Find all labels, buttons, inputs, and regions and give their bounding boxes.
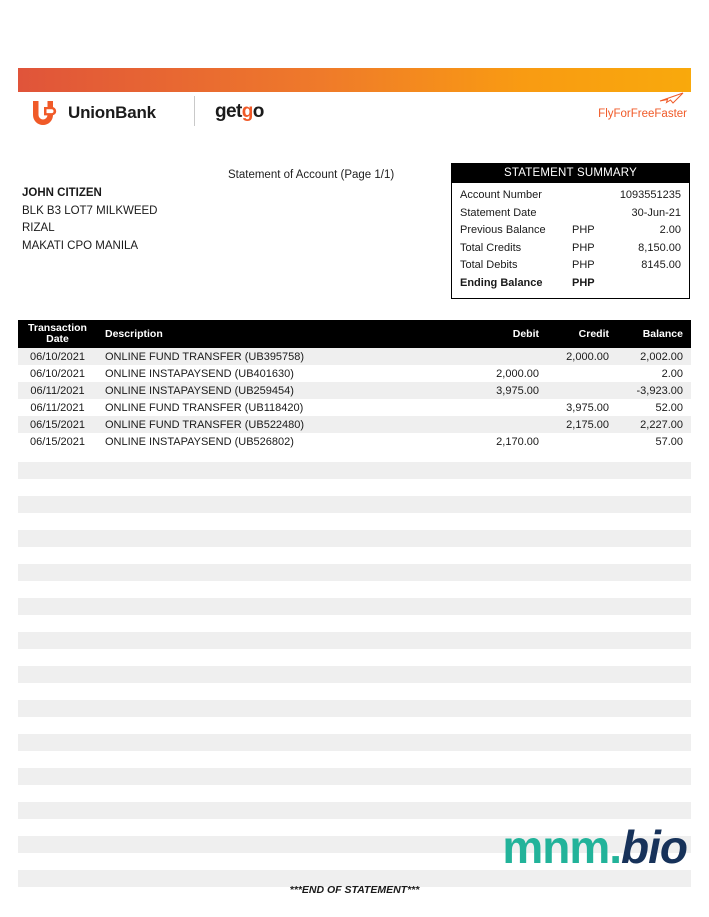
filler-row [18,751,691,768]
summary-label: Statement Date [460,206,537,219]
filler-row [18,547,691,564]
cell-debit [459,356,545,358]
cell-date: 06/10/2021 [29,367,86,380]
cell-balance: 2,002.00 [640,350,683,363]
summary-label: Account Number [460,189,542,201]
summary-label: Ending Balance [460,276,543,289]
filler-row [18,632,691,649]
table-row [18,416,691,433]
statement-summary-box [451,163,690,299]
filler-row [18,581,691,598]
cell-credit [545,373,615,375]
cell-date: 06/15/2021 [29,435,86,448]
watermark-part-1: mnm [502,821,610,873]
summary-currency: PHP [572,224,595,236]
column-header-balance: Balance [642,328,683,340]
cell-date: 06/10/2021 [29,350,86,363]
summary-row [460,205,681,223]
tagline: FlyForFreeFaster [598,108,687,120]
cell-balance: 52.00 [655,401,683,414]
summary-currency [572,187,618,205]
cell-debit [459,424,545,426]
account-holder-name: JOHN CITIZEN [22,187,102,199]
filler-row [18,768,691,785]
filler-row [18,462,691,479]
filler-row [18,615,691,632]
cell-debit: 3,975.00 [496,384,539,397]
end-of-statement-note: ***END OF STATEMENT*** [289,884,420,896]
cell-date: 06/11/2021 [30,384,85,397]
filler-row [18,666,691,683]
filler-row [18,802,691,819]
filler-row [18,513,691,530]
summary-value: 8145.00 [641,259,681,271]
table-row [18,365,691,382]
column-header-debit: Debit [512,328,539,340]
filler-row [18,717,691,734]
column-header-description: Description [105,328,163,340]
address-line-3: MAKATI CPO MANILA [22,239,139,252]
summary-value: 1093551235 [619,189,681,201]
filler-row [18,496,691,513]
summary-row [460,240,681,258]
summary-value: 8,150.00 [638,241,681,254]
cell-credit: 2,175.00 [566,418,609,431]
cell-description: ONLINE FUND TRANSFER (UB522480) [105,418,305,431]
cell-debit: 2,170.00 [496,435,539,448]
transactions-table [18,320,691,450]
summary-row [460,187,681,205]
summary-value [618,275,681,293]
unionbank-logo [30,98,156,128]
cell-date: 06/11/2021 [30,401,85,414]
summary-row-ending-balance [460,275,681,293]
table-row [18,382,691,399]
cell-credit [545,390,615,392]
column-header-date: Transaction Date [28,322,87,345]
cell-balance: 2.00 [661,367,683,380]
getgo-logo [215,101,264,123]
cell-debit [459,407,545,409]
summary-label: Previous Balance [460,224,546,236]
statement-of-account-line: Statement of Account (Page 1/1) [228,169,395,181]
filler-row [18,734,691,751]
address-line-1: BLK B3 LOT7 MILKWEED [22,204,158,217]
getgo-text-get: get [215,101,242,122]
summary-currency: PHP [572,276,595,289]
filler-row [18,479,691,496]
summary-currency: PHP [572,259,595,271]
summary-row [460,222,681,240]
table-row [18,399,691,416]
cell-credit: 2,000.00 [566,350,609,363]
table-row [18,433,691,450]
summary-label: Total Credits [460,241,522,254]
getgo-text-g: g [241,101,253,122]
filler-row [18,785,691,802]
column-header-credit: Credit [578,328,609,340]
cell-credit: 3,975.00 [566,401,609,414]
cell-description: ONLINE INSTAPAYSEND (UB526802) [105,435,294,448]
statement-summary-body [452,183,689,298]
table-header-row [18,320,691,348]
filler-row [18,649,691,666]
cell-description: ONLINE FUND TRANSFER (UB118420) [105,401,304,414]
cell-credit [545,441,615,443]
logo-divider [194,96,195,126]
unionbank-name: UnionBank [68,103,156,122]
unionbank-mark-icon [30,98,60,128]
summary-row [460,257,681,275]
statement-summary-title: STATEMENT SUMMARY [452,164,689,183]
cell-balance: 2,227.00 [640,418,683,431]
address-line-2: RIZAL [22,222,55,234]
cell-description: ONLINE INSTAPAYSEND (UB401630) [105,367,294,380]
cell-balance: 57.00 [655,435,683,448]
filler-row [18,598,691,615]
filler-row [18,564,691,581]
cell-description: ONLINE FUND TRANSFER (UB395758) [105,350,305,363]
filler-row [18,700,691,717]
cell-balance: -3,923.00 [636,384,683,397]
summary-currency: PHP [572,241,595,254]
account-holder-address [22,185,158,255]
watermark-part-2: bio [621,821,687,873]
summary-currency [572,205,618,223]
watermark-dot: . [609,821,622,873]
table-row [18,348,691,365]
summary-label: Total Debits [460,259,518,271]
summary-value: 30-Jun-21 [631,206,681,219]
getgo-text-o: o [252,101,264,122]
filler-row [18,530,691,547]
cell-date: 06/15/2021 [29,418,86,431]
filler-row [18,683,691,700]
header-gradient-band [18,68,691,92]
cell-description: ONLINE INSTAPAYSEND (UB259454) [105,384,294,397]
watermark [502,821,687,873]
summary-value: 2.00 [659,224,681,236]
cell-debit: 2,000.00 [496,367,539,380]
brand-header [18,96,691,134]
